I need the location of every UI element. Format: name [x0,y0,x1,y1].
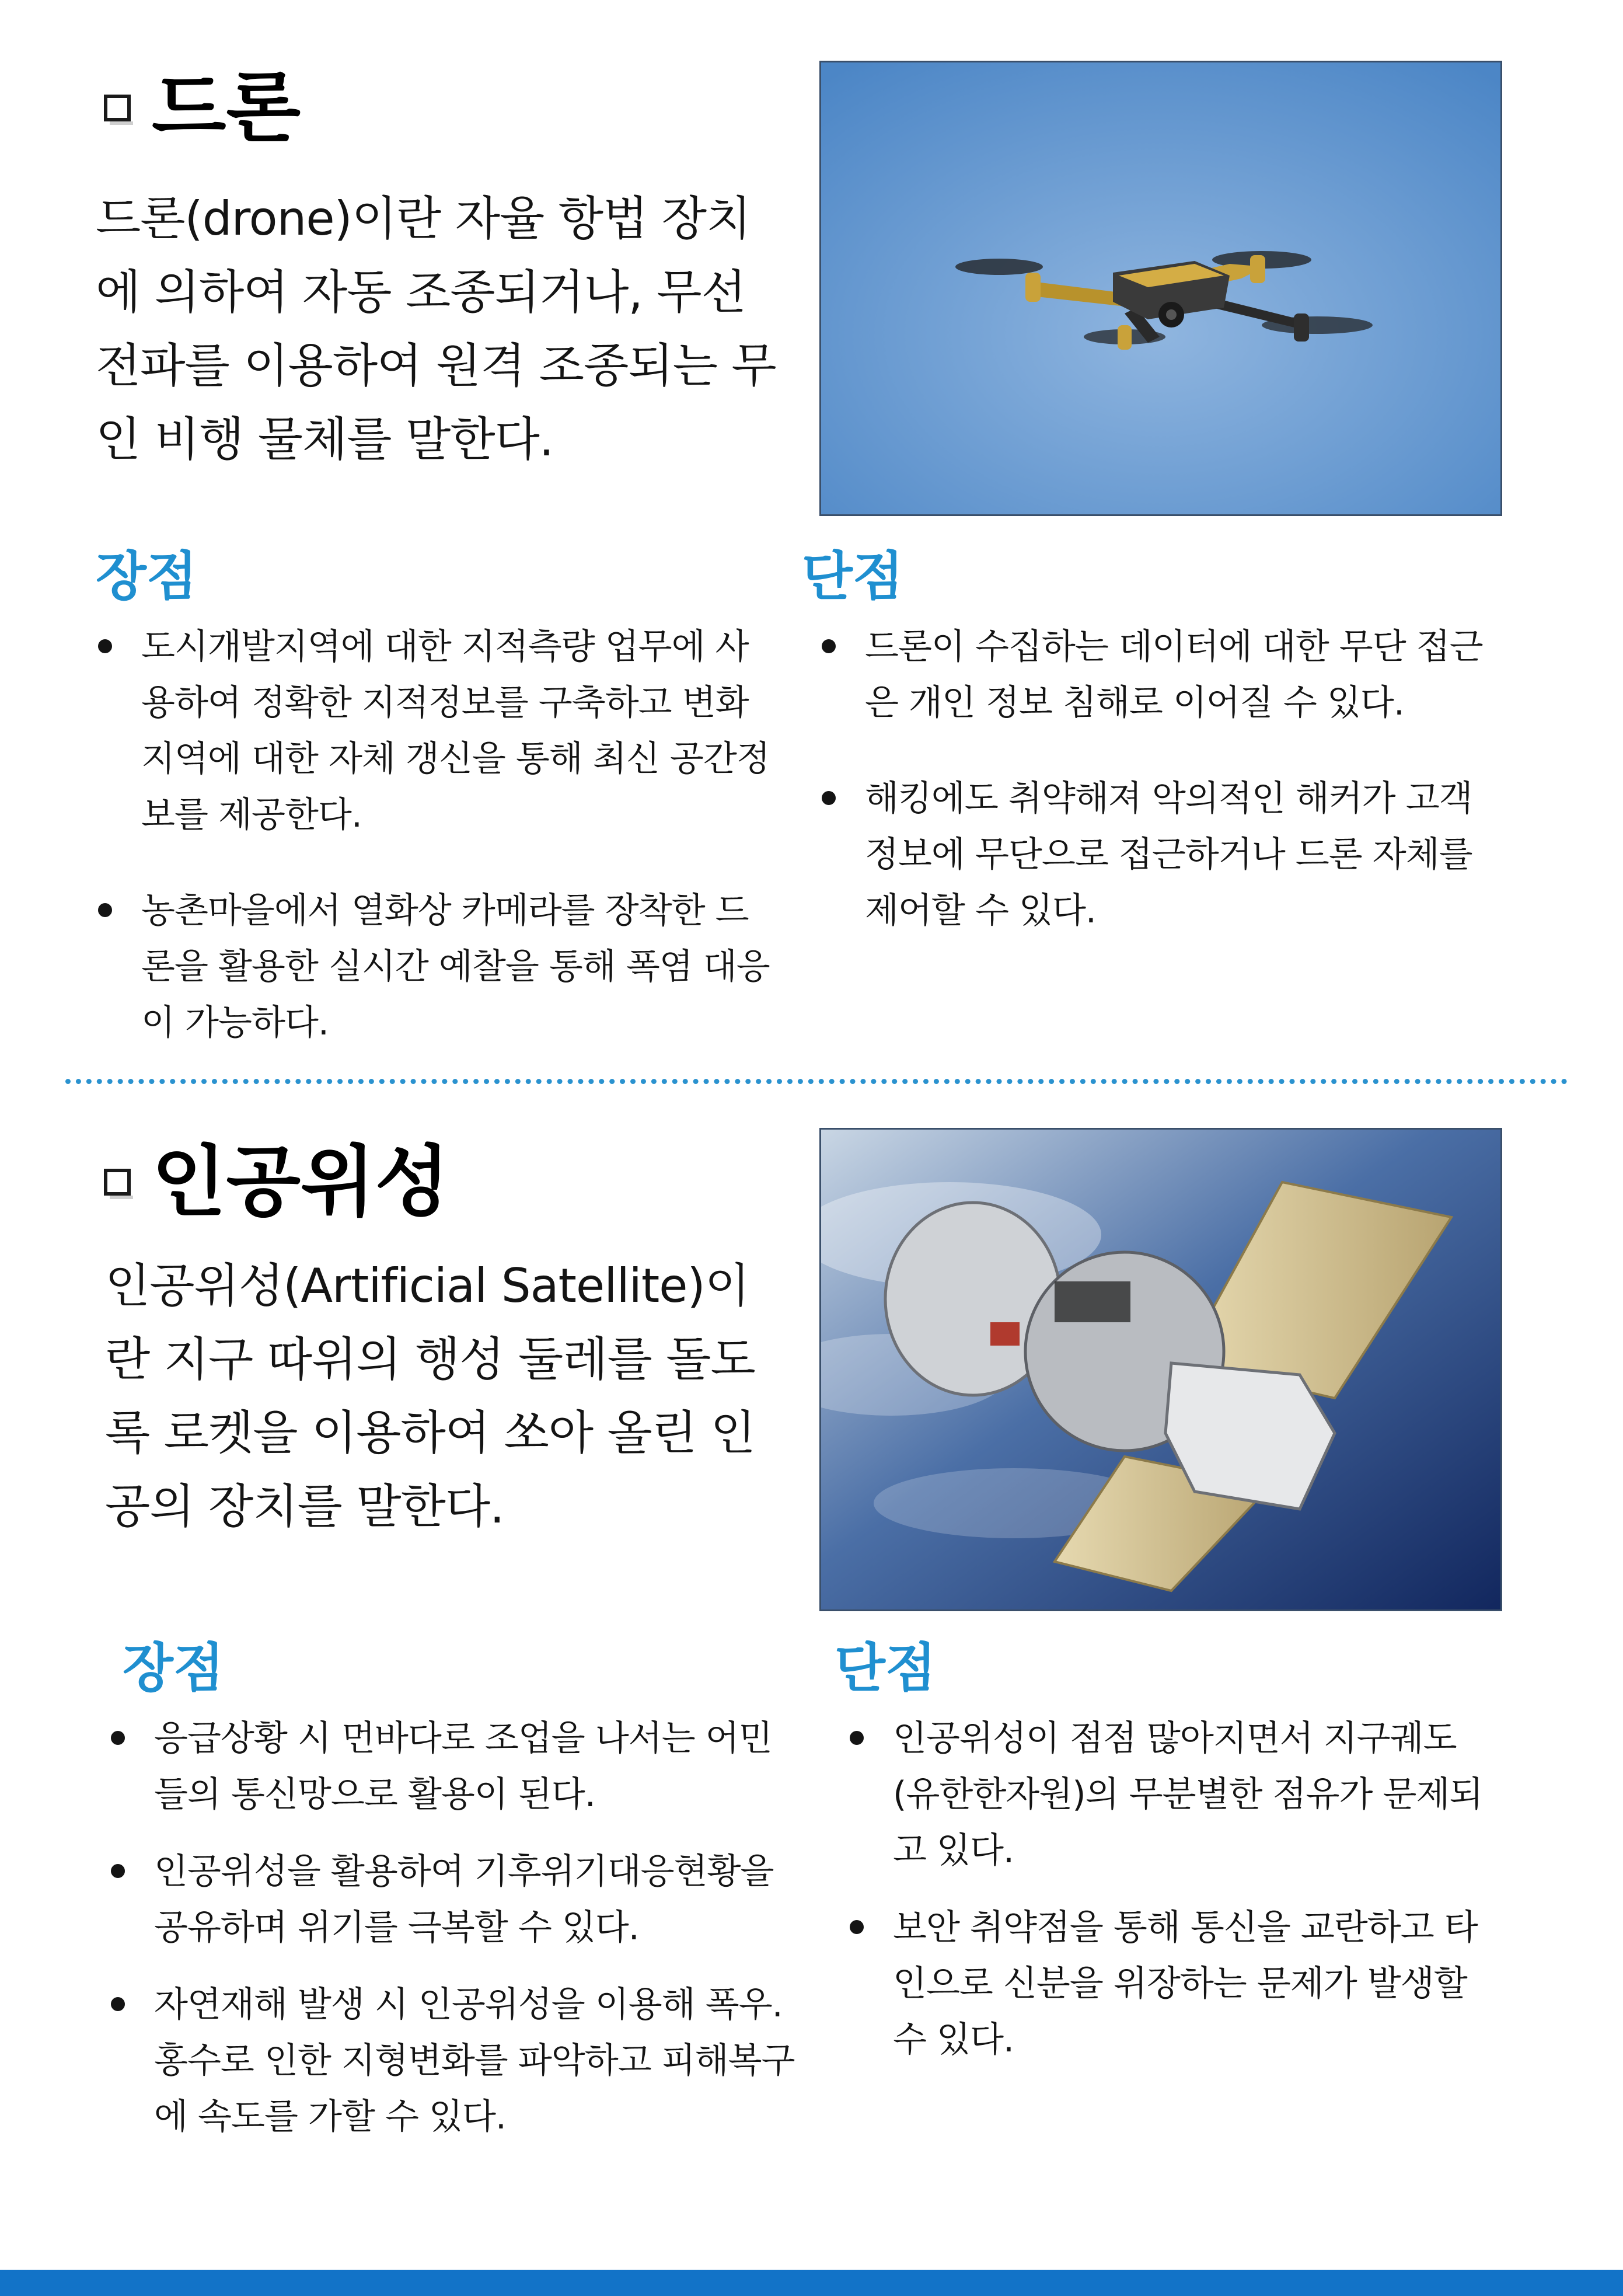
satellite-intro: 인공위성(Artificial Satellite)이란 지구 따위의 행성 둘레를 돌도록 로켓을 이용하여 쏘아 올린 인공의 장치를 말한다. [105,1259,755,1534]
list-item: 도시개발지역에 대한 지적측량 업무에 사용하여 정확한 지적정보를 구축하고 변화지역에 대한 자체 갱신을 통해 최신 공간정보를 제공한다. [96,619,773,843]
bullet-icon [111,1864,125,1878]
drone-cons-heading: 단점 [802,546,903,607]
satellite-cons-heading: 단점 [835,1637,936,1699]
bottom-bar [0,2270,1623,2296]
satellite-cons-list [847,1710,1501,2068]
satellite-pros-heading: 장점 [123,1637,224,1699]
satellite-pros-list [109,1710,797,2145]
bullet-icon [111,1731,125,1745]
bullet-icon [850,1731,864,1745]
checkbox-square-icon [104,95,131,121]
list-item: 농촌마을에서 열화상 카메라를 장착한 드론을 활용한 실시간 예찰을 통해 폭염 대응이 가능하다. [96,883,773,1051]
bullet-icon [822,639,836,653]
list-item: 응급상황 시 먼바다로 조업을 나서는 어민들의 통신망으로 활용이 된다. [109,1710,797,1823]
bullet-icon [98,639,112,653]
list-item: 인공위성을 활용하여 기후위기대응현황을 공유하며 위기를 극복할 수 있다. [109,1844,797,1956]
list-item: 해킹에도 취약해져 악의적인 해커가 고객 정보에 무단으로 접근하거나 드론 자체를 제어할 수 있다. [819,771,1485,939]
list-item: 드론이 수집하는 데이터에 대한 무단 접근은 개인 정보 침해로 이어질 수 있다. [819,619,1485,731]
drone-pros-list [96,619,773,1051]
satellite-image [821,1130,1500,1609]
drone-pros-heading: 장점 [96,546,197,607]
drone-intro: 드론(drone)이란 자율 항법 장치에 의하여 자동 조종되거나, 무선 전파를 이용하여 원격 조종되는 무인 비행 물체를 말한다. [96,191,776,466]
checkbox-square-icon [104,1169,131,1196]
bullet-icon [822,791,836,805]
drone-title [104,64,301,152]
satellite-photo [819,1128,1502,1611]
bullet-icon [98,903,112,917]
drone-photo [819,61,1502,516]
satellite-title [104,1138,449,1226]
satellite-title-text: 인공위성 [152,1137,450,1227]
list-item: 보안 취약점을 통해 통신을 교란하고 타인으로 신분을 위장하는 문제가 발생할 수 있다. [847,1900,1501,2068]
drone-cons-list [819,619,1485,939]
bullet-icon [111,1997,125,2011]
section-divider [65,1079,1568,1084]
drone-image [821,62,1500,514]
drone-title-text: 드론 [152,63,301,153]
list-item: 인공위성이 점점 많아지면서 지구궤도(유한한자원)의 무분별한 점유가 문제되고 있다. [847,1710,1501,1879]
bullet-icon [850,1920,864,1934]
list-item: 자연재해 발생 시 인공위성을 이용해 폭우. 홍수로 인한 지형변화를 파악하고 피해복구에 속도를 가할 수 있다. [109,1977,797,2145]
